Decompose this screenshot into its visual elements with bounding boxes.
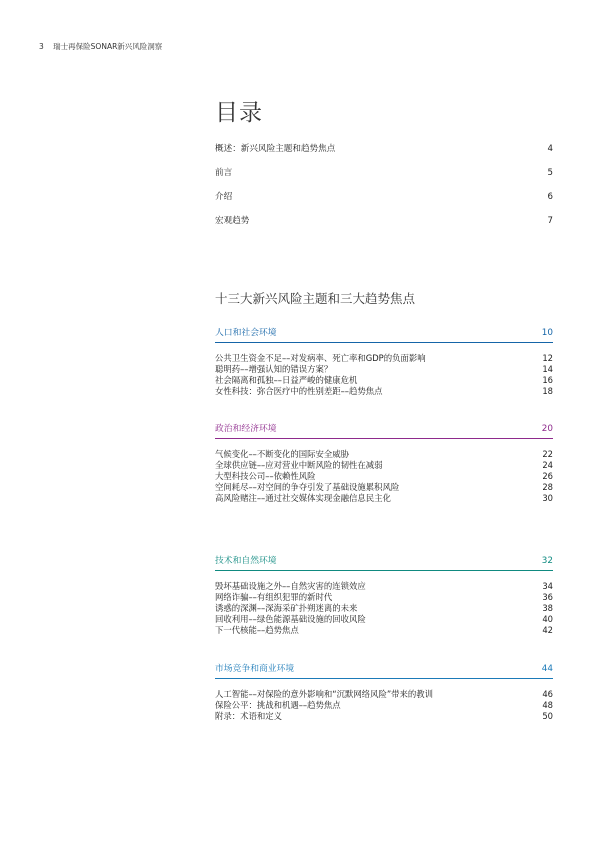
toc-item-page: 24: [542, 460, 553, 470]
toc-item-page: 48: [542, 700, 553, 710]
toc-item-page: 30: [542, 493, 553, 503]
toc-item-page: 50: [542, 711, 553, 721]
section-page: 10: [541, 328, 553, 338]
toc-entry-label: 介绍: [215, 192, 233, 202]
toc-item-label: 聪明药––增强认知的错误方案？: [215, 364, 333, 374]
toc-item[interactable]: [215, 614, 553, 625]
section-title: 人口和社会环境: [215, 328, 277, 338]
page-header: [39, 41, 162, 52]
toc-entry-label: 概述：新兴风险主题和趋势焦点: [215, 144, 336, 154]
section-social: [215, 327, 553, 397]
toc-item[interactable]: [215, 375, 553, 386]
toc-entry-page: 5: [547, 168, 553, 178]
toc-item-page: 36: [542, 592, 553, 602]
section-market: [215, 663, 553, 722]
toc-entry[interactable]: [215, 215, 553, 239]
toc-item[interactable]: [215, 364, 553, 375]
toc-item-page: 18: [542, 386, 553, 396]
page-number: 3: [39, 42, 44, 51]
toc-item-page: 28: [542, 482, 553, 492]
section-title: 技术和自然环境: [215, 556, 277, 566]
toc-entry-page: 7: [547, 216, 553, 226]
toc-item[interactable]: [215, 493, 553, 504]
toc-item-label: 大型科技公司––依赖性风险: [215, 471, 316, 481]
toc-item-label: 毁坏基础设施之外––自然灾害的连锁效应: [215, 581, 366, 591]
section-header[interactable]: [215, 663, 553, 679]
toc-item[interactable]: [215, 449, 553, 460]
toc-item[interactable]: [215, 700, 553, 711]
toc-item-page: 38: [542, 603, 553, 613]
section-political: [215, 423, 553, 504]
toc-item-page: 22: [542, 449, 553, 459]
toc-entry-label: 前言: [215, 168, 233, 178]
toc-item-label: 网络诈骗––有组织犯罪的新时代: [215, 592, 333, 602]
toc-item-page: 34: [542, 581, 553, 591]
toc-item-page: 14: [542, 364, 553, 374]
toc-item-label: 人工智能––对保险的意外影响和“沉默网络风险”带来的教训: [215, 689, 434, 699]
toc-intro-list: [215, 143, 553, 239]
section-tech: [215, 555, 553, 636]
section-page: 20: [541, 424, 553, 434]
section-header[interactable]: [215, 555, 553, 571]
page-title: 目录: [215, 100, 263, 126]
section-header[interactable]: [215, 423, 553, 439]
toc-entry[interactable]: [215, 167, 553, 191]
toc-item-label: 高风险赌注––通过社交媒体实现金融信息民主化: [215, 493, 391, 503]
publication-title: 瑞士再保险SONAR新兴风险洞察: [53, 42, 163, 51]
toc-item-label: 回收利用––绿色能源基础设施的回收风险: [215, 614, 366, 624]
toc-item[interactable]: [215, 353, 553, 364]
toc-entry-page: 6: [547, 192, 553, 202]
toc-item[interactable]: [215, 711, 553, 722]
toc-entry-label: 宏观趋势: [215, 216, 250, 226]
themes-heading: 十三大新兴风险主题和三大趋势焦点: [215, 291, 416, 306]
toc-item-label: 女性科技：弥合医疗中的性别差距––趋势焦点: [215, 386, 383, 396]
toc-item-label: 保险公平：挑战和机遇––趋势焦点: [215, 700, 341, 710]
toc-item[interactable]: [215, 386, 553, 397]
section-header[interactable]: [215, 327, 553, 343]
toc-item[interactable]: [215, 689, 553, 700]
toc-item-page: 42: [542, 625, 553, 635]
toc-item-page: 46: [542, 689, 553, 699]
toc-entry[interactable]: [215, 143, 553, 167]
toc-item-label: 社会隔离和孤独––日益严峻的健康危机: [215, 375, 358, 385]
toc-item-page: 26: [542, 471, 553, 481]
toc-item-page: 12: [542, 353, 553, 363]
toc-item[interactable]: [215, 625, 553, 636]
toc-entry-page: 4: [547, 144, 553, 154]
section-title: 市场竞争和商业环境: [215, 664, 295, 674]
toc-item-label: 全球供应链––应对营业中断风险的韧性在减弱: [215, 460, 383, 470]
toc-item-label: 诱惑的深渊––深海采矿扑朔迷离的未来: [215, 603, 358, 613]
toc-item-page: 40: [542, 614, 553, 624]
toc-item[interactable]: [215, 592, 553, 603]
toc-item[interactable]: [215, 581, 553, 592]
section-title: 政治和经济环境: [215, 424, 277, 434]
section-page: 32: [541, 556, 553, 566]
toc-item[interactable]: [215, 482, 553, 493]
section-page: 44: [541, 664, 553, 674]
toc-item-label: 气候变化––不断变化的国际安全威胁: [215, 449, 349, 459]
toc-item-label: 附录：术语和定义: [215, 711, 282, 721]
toc-item[interactable]: [215, 460, 553, 471]
toc-item[interactable]: [215, 471, 553, 482]
toc-item-label: 公共卫生资金不足––对发病率、死亡率和GDP的负面影响: [215, 353, 426, 363]
toc-item-page: 16: [542, 375, 553, 385]
toc-entry[interactable]: [215, 191, 553, 215]
toc-item-label: 下一代核能––趋势焦点: [215, 625, 299, 635]
toc-item-label: 空间耗尽––对空间的争夺引发了基础设施累积风险: [215, 482, 400, 492]
toc-item[interactable]: [215, 603, 553, 614]
